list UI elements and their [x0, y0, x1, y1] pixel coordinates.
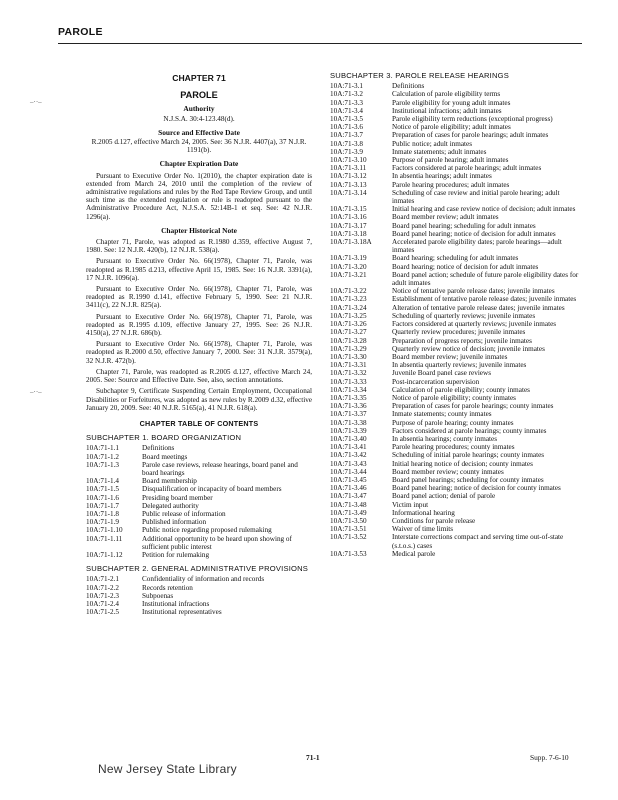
section-title: In absentia quarterly reviews; juvenile inmates — [392, 361, 527, 370]
section-number: 10A:71-1.10 — [86, 526, 123, 535]
section-number: 10A:71-2.1 — [86, 575, 119, 584]
section-title: Board panel action; schedule of future parole eligibility dates for adult inmates — [392, 270, 579, 288]
section-title: Establishment of tentative parole release dates; juvenile inmates — [392, 295, 577, 304]
section-number: 10A:71-3.18A — [330, 238, 372, 247]
section-title: Parole hearing procedures; adult inmates — [392, 180, 510, 189]
toc-entry — [330, 254, 583, 262]
toc-entry — [330, 517, 583, 525]
subchapter-2-list — [86, 575, 312, 616]
section-title: Board panel hearings; scheduling for county inmates — [392, 475, 544, 484]
section-number: 10A:71-3.18 — [330, 229, 367, 238]
section-number: 10A:71-3.52 — [330, 533, 367, 542]
section-number: 10A:71-1.2 — [86, 452, 119, 461]
section-number: 10A:71-3.8 — [330, 139, 363, 148]
toc-entry — [330, 451, 583, 459]
source-text: R.2005 d.127, effective March 24, 2005. See: 36 N.J.R. 4407(a), 37 N.J.R. 1191(b). — [91, 138, 307, 155]
toc-entry — [330, 484, 583, 492]
section-title: Victim input — [392, 500, 429, 509]
toc-entry — [330, 131, 583, 139]
section-number: 10A:71-3.19 — [330, 254, 367, 263]
section-number: 10A:71-1.3 — [86, 460, 119, 469]
section-title: Notice of parole eligibility; adult inmates — [392, 123, 511, 132]
section-title: Quarterly review notice of decision; juvenile inmates — [392, 344, 545, 353]
section-number: 10A:71-3.50 — [330, 516, 367, 525]
toc-entry — [330, 533, 583, 549]
toc-entry — [330, 82, 583, 90]
history-paragraph: Pursuant to Executive Order No. 66(1978), Chapter 71, Parole, was readopted as R.2000 d.50, effective January 7, 2000. See: 31 N.J.R. 3579(a), 32 N.J.R. 472(b). — [86, 340, 312, 365]
expiration-text: Pursuant to Executive Order No. 1(2010), the chapter expiration date is extended from March 24, 2010 until the completion of the review of administrative regulations and rules by the Red Tape Review Group, and until such time as the extended regulation or rule is readopted pursuant to the Administrative Procedure Act, N.J.S.A. 52:14B-1 et seq. See: 42 N.J.R. 1296(a). — [86, 171, 312, 221]
section-title: Scheduling of initial parole hearings; county inmates — [392, 451, 545, 460]
toc-entry — [330, 140, 583, 148]
toc-entry — [330, 443, 583, 451]
section-number: 10A:71-3.16 — [330, 213, 367, 222]
toc-entry — [330, 172, 583, 180]
source-heading: Source and Effective Date — [158, 127, 240, 137]
section-title: Board panel action; denial of parole — [392, 492, 496, 501]
section-number: 10A:71-3.3 — [330, 98, 363, 107]
toc-entry — [86, 551, 312, 559]
toc-entry — [330, 205, 583, 213]
section-number: 10A:71-3.14 — [330, 188, 367, 197]
toc-entry — [330, 189, 583, 205]
history-paragraph: Chapter 71, Parole, was adopted as R.1980 d.359, effective August 7, 1980. See: 12 N.J.R. 420(b), 12 N.J.R. 538(a). — [86, 238, 312, 255]
toc-entry — [86, 535, 312, 551]
section-title: Factors considered at quarterly reviews; juvenile inmates — [392, 320, 557, 329]
section-number: 10A:71-1.4 — [86, 477, 119, 486]
toc-entry — [86, 526, 312, 534]
toc-entry — [330, 164, 583, 172]
section-title: Presiding board member — [142, 493, 213, 502]
section-title: Subpoenas — [142, 591, 174, 600]
section-title: Board member review; county inmates — [392, 467, 504, 476]
subchapter-2-title: SUBCHAPTER 2. GENERAL ADMINISTRATIVE PROVISIONS — [86, 564, 309, 574]
toc-entry — [86, 461, 312, 477]
section-title: Quarterly review procedures; juvenile inmates — [392, 328, 526, 337]
section-number: 10A:71-2.5 — [86, 608, 119, 617]
section-title: Delegated authority — [142, 501, 199, 510]
section-number: 10A:71-3.20 — [330, 262, 367, 271]
section-title: Preparation of cases for parole hearings; county inmates — [392, 402, 554, 411]
section-number: 10A:71-3.10 — [330, 156, 367, 165]
section-number: 10A:71-3.15 — [330, 205, 367, 214]
toc-entry — [330, 148, 583, 156]
margin-mark: –··– — [30, 388, 42, 396]
toc-entry — [86, 494, 312, 502]
toc-entry — [330, 369, 583, 377]
toc-entry — [86, 502, 312, 510]
section-number: 10A:71-3.51 — [330, 525, 367, 534]
section-title: Board panel hearing; notice of decision for county inmates — [392, 484, 561, 493]
toc-entry — [86, 444, 312, 452]
toc-entry — [330, 99, 583, 107]
chapter-number: CHAPTER 71 — [172, 73, 226, 83]
section-title: Initial hearing notice of decision; county inmates — [392, 459, 533, 468]
section-number: 10A:71-3.32 — [330, 369, 367, 378]
toc-entry — [330, 501, 583, 509]
section-title: Board hearing; scheduling for adult inmates — [392, 254, 519, 263]
section-title: Post-incarceration supervision — [392, 377, 480, 386]
toc-entry — [330, 271, 583, 287]
toc-entry — [330, 361, 583, 369]
section-number: 10A:71-1.7 — [86, 501, 119, 510]
section-number: 10A:71-3.37 — [330, 410, 367, 419]
toc-entry — [86, 510, 312, 518]
toc-entry — [330, 394, 583, 402]
subchapter-1-title: SUBCHAPTER 1. BOARD ORGANIZATION — [86, 433, 242, 443]
toc-entry — [86, 584, 312, 592]
subchapter-3-title: SUBCHAPTER 3. PAROLE RELEASE HEARINGS — [330, 71, 510, 80]
section-title: Preparation of progress reports; juvenile inmates — [392, 336, 532, 345]
section-number: 10A:71-3.28 — [330, 336, 367, 345]
section-title: Public notice; adult inmates — [392, 139, 473, 148]
toc-entry — [330, 460, 583, 468]
section-number: 10A:71-3.45 — [330, 475, 367, 484]
section-number: 10A:71-3.9 — [330, 147, 363, 156]
toc-entry — [330, 295, 583, 303]
toc-entry — [330, 386, 583, 394]
section-number: 10A:71-3.13 — [330, 180, 367, 189]
authority-text: N.J.S.A. 30:4-123.48(d). — [163, 114, 235, 123]
running-head: PAROLE — [58, 26, 103, 38]
toc-entry — [330, 213, 583, 221]
section-number: 10A:71-3.43 — [330, 459, 367, 468]
toc-entry — [86, 608, 312, 616]
section-title: Preparation of cases for parole hearings; adult inmates — [392, 131, 549, 140]
section-number: 10A:71-3.24 — [330, 303, 367, 312]
toc-entry — [86, 485, 312, 493]
section-title: Board hearing; notice of decision for adult inmates — [392, 262, 539, 271]
section-title: Board meetings — [142, 452, 188, 461]
section-title: Calculation of parole eligibility; county inmates — [392, 385, 530, 394]
toc-entry — [330, 156, 583, 164]
section-title: Board panel hearing; notice of decision for adult inmates — [392, 229, 556, 238]
section-number: 10A:71-1.5 — [86, 485, 119, 494]
toc-entry — [330, 337, 583, 345]
section-number: 10A:71-1.12 — [86, 550, 123, 559]
toc-entry — [330, 287, 583, 295]
toc-entry — [330, 181, 583, 189]
expiration-heading: Chapter Expiration Date — [159, 159, 239, 169]
section-title: Purpose of parole hearing; county inmates — [392, 418, 514, 427]
history-paragraph: Chapter 71, Parole, was readopted as R.2005 d.127, effective March 24, 2005. See: Source and Effective Date. See, also, section annotations. — [86, 367, 312, 385]
toc-entry — [330, 509, 583, 517]
toc-entry — [330, 238, 583, 254]
section-title: Records retention — [142, 583, 193, 592]
section-title: Inmate statements; adult inmates — [392, 147, 487, 156]
toc-entry — [330, 550, 583, 558]
section-number: 10A:71-3.2 — [330, 90, 363, 99]
section-title: Board membership — [142, 477, 197, 486]
section-title: Notice of tentative parole release dates; juvenile inmates — [392, 287, 555, 296]
section-title: Public notice regarding proposed rulemaking — [142, 526, 272, 535]
history-heading: Chapter Historical Note — [161, 225, 237, 235]
section-title: Conditions for parole release — [392, 516, 476, 525]
toc-title: CHAPTER TABLE OF CONTENTS — [139, 418, 259, 428]
toc-entry — [330, 378, 583, 386]
toc-entry — [330, 492, 583, 500]
history-paragraph: Pursuant to Executive Order No. 66(1978), Chapter 71, Parole, was readopted as R.1985 d.213, effective April 15, 1985. See: 16 N.J.R. 3391(a), 17 N.J.R. 1096(a). — [86, 257, 312, 282]
supplement-date: Supp. 7-6-10 — [530, 753, 569, 762]
section-number: 10A:71-3.40 — [330, 434, 367, 443]
section-number: 10A:71-3.21 — [330, 270, 367, 279]
toc-entry — [86, 518, 312, 526]
toc-entry — [330, 320, 583, 328]
section-title: Scheduling of quarterly reviews; juvenile inmates — [392, 311, 536, 320]
right-column — [330, 72, 583, 558]
toc-entry — [330, 525, 583, 533]
subchapter-1-list — [86, 444, 312, 559]
toc-entry — [330, 123, 583, 131]
section-number: 10A:71-1.1 — [86, 444, 119, 453]
history-paragraph: Pursuant to Executive Order No. 66(1978), Chapter 71, Parole, was readopted as R.1990 d.141, effective February 5, 1990. See: 21 N.J.R. 3411(c), 22 N.J.R. 825(a). — [86, 285, 312, 310]
toc-entry — [330, 263, 583, 271]
section-title: Juvenile Board panel case reviews — [392, 369, 491, 378]
section-title: Informational hearing — [392, 508, 455, 517]
toc-entry — [330, 328, 583, 336]
section-number: 10A:71-3.5 — [330, 115, 363, 124]
section-title: Definitions — [392, 82, 425, 91]
section-number: 10A:71-3.38 — [330, 418, 367, 427]
section-number: 10A:71-3.39 — [330, 426, 367, 435]
section-number: 10A:71-3.26 — [330, 320, 367, 329]
toc-entry — [330, 435, 583, 443]
section-number: 10A:71-3.33 — [330, 377, 367, 386]
section-number: 10A:71-3.6 — [330, 123, 363, 132]
section-title: Parole eligibility term reductions (exceptional progress) — [392, 115, 553, 124]
subchapter-3-list — [330, 82, 583, 558]
section-number: 10A:71-1.11 — [86, 534, 123, 543]
left-column — [86, 72, 312, 616]
section-title: Institutional representatives — [142, 608, 222, 617]
history-paragraph: Subchapter 9, Certificate Suspending Certain Employment, Occupational Disabilities or Forfeitures, was adopted as new rules by R.2009 d.32, effective January 20, 2009. See: 40 N.J.R. 5165(a), 41 N.J.R. 618(a). — [86, 387, 312, 412]
section-number: 10A:71-1.6 — [86, 493, 119, 502]
toc-entry — [330, 402, 583, 410]
toc-entry — [330, 468, 583, 476]
toc-entry — [330, 304, 583, 312]
section-title: Notice of parole eligibility; county inmates — [392, 393, 516, 402]
section-title: Parole case reviews, release hearings, board panel and board hearings — [142, 460, 298, 477]
section-number: 10A:71-1.8 — [86, 509, 119, 518]
toc-entry — [86, 600, 312, 608]
page-number: 71-1 — [306, 753, 320, 762]
section-title: Parole eligibility for young adult inmates — [392, 98, 511, 107]
section-number: 10A:71-2.4 — [86, 599, 119, 608]
toc-entry — [86, 453, 312, 461]
toc-entry — [330, 312, 583, 320]
section-number: 10A:71-3.34 — [330, 385, 367, 394]
section-number: 10A:71-2.2 — [86, 583, 119, 592]
section-title: Scheduling of case review and initial parole hearing; adult inmates — [392, 188, 560, 206]
section-number: 10A:71-3.53 — [330, 549, 367, 558]
toc-entry — [330, 427, 583, 435]
toc-entry — [330, 353, 583, 361]
chapter-name: PAROLE — [180, 90, 218, 101]
section-title: Interstate corrections compact and serving time out-of-state (s.t.o.s.) cases — [392, 533, 564, 550]
section-title: Definitions — [142, 444, 175, 453]
section-title: Waiver of time limits — [392, 525, 454, 534]
section-number: 10A:71-3.41 — [330, 443, 367, 452]
section-number: 10A:71-3.29 — [330, 344, 367, 353]
section-number: 10A:71-3.35 — [330, 393, 367, 402]
section-title: Confidentiality of information and records — [142, 575, 265, 584]
section-number: 10A:71-3.42 — [330, 451, 367, 460]
section-number: 10A:71-3.22 — [330, 287, 367, 296]
section-number: 10A:71-3.31 — [330, 361, 367, 370]
toc-entry — [330, 115, 583, 123]
toc-entry — [330, 476, 583, 484]
toc-entry — [330, 410, 583, 418]
section-title: Medical parole — [392, 549, 436, 558]
section-number: 10A:71-3.48 — [330, 500, 367, 509]
toc-entry — [330, 230, 583, 238]
toc-entry — [330, 345, 583, 353]
section-title: Board panel hearing; scheduling for adult inmates — [392, 221, 536, 230]
section-number: 10A:71-2.3 — [86, 591, 119, 600]
section-title: Public release of information — [142, 509, 226, 518]
history-notes — [86, 238, 312, 412]
section-title: Institutional infractions — [142, 599, 210, 608]
section-title: Disqualification or incapacity of board members — [142, 485, 282, 494]
library-watermark: New Jersey State Library — [98, 762, 237, 776]
section-title: Additional opportunity to be heard upon showing of sufficient public interest — [142, 534, 292, 551]
section-title: In absentia hearings; county inmates — [392, 434, 497, 443]
section-number: 10A:71-3.36 — [330, 402, 367, 411]
section-number: 10A:71-3.47 — [330, 492, 367, 501]
section-number: 10A:71-3.27 — [330, 328, 367, 337]
section-number: 10A:71-3.17 — [330, 221, 367, 230]
section-number: 10A:71-3.4 — [330, 106, 363, 115]
section-number: 10A:71-3.7 — [330, 131, 363, 140]
section-title: Factors considered at parole hearings; adult inmates — [392, 164, 542, 173]
section-number: 10A:71-3.49 — [330, 508, 367, 517]
toc-entry — [330, 107, 583, 115]
section-title: Inmate statements; county inmates — [392, 410, 492, 419]
section-title: Board member review; juvenile inmates — [392, 352, 508, 361]
margin-mark: –··– — [30, 98, 42, 106]
section-title: Initial hearing and case review notice of decision; adult inmates — [392, 205, 576, 214]
section-number: 10A:71-3.25 — [330, 311, 367, 320]
section-number: 10A:71-3.23 — [330, 295, 367, 304]
section-title: Calculation of parole eligibility terms — [392, 90, 501, 99]
section-title: Institutional infractions; adult inmates — [392, 106, 502, 115]
section-title: Board member review; adult inmates — [392, 213, 499, 222]
section-number: 10A:71-3.1 — [330, 82, 363, 91]
toc-entry — [86, 477, 312, 485]
section-number: 10A:71-3.12 — [330, 172, 367, 181]
section-title: Purpose of parole hearing; adult inmates — [392, 156, 509, 165]
section-number: 10A:71-3.30 — [330, 352, 367, 361]
section-number: 10A:71-3.44 — [330, 467, 367, 476]
section-number: 10A:71-3.46 — [330, 484, 367, 493]
section-title: Published information — [142, 518, 207, 527]
header-rule — [58, 43, 582, 44]
section-title: Accelerated parole eligibility dates; parole hearings—adult inmates — [392, 238, 562, 255]
toc-entry — [86, 592, 312, 600]
section-title: Parole hearing procedures; county inmates — [392, 443, 515, 452]
section-number: 10A:71-3.11 — [330, 164, 367, 173]
section-title: Alteration of tentative parole release dates; juvenile inmates — [392, 303, 565, 312]
toc-entry — [330, 222, 583, 230]
toc-entry — [86, 575, 312, 583]
history-paragraph: Pursuant to Executive Order No. 66(1978), Chapter 71, Parole, was readopted as R.1995 d.109, effective January 27, 1995. See: 26 N.J.R. 4150(a), 27 N.J.R. 686(b). — [86, 312, 312, 338]
toc-entry — [330, 90, 583, 98]
section-title: Petition for rulemaking — [142, 550, 210, 559]
authority-heading: Authority — [183, 104, 215, 114]
section-title: Factors considered at parole hearings; county inmates — [392, 426, 547, 435]
section-number: 10A:71-1.9 — [86, 518, 119, 527]
section-title: In absentia hearings; adult inmates — [392, 172, 492, 181]
toc-entry — [330, 419, 583, 427]
